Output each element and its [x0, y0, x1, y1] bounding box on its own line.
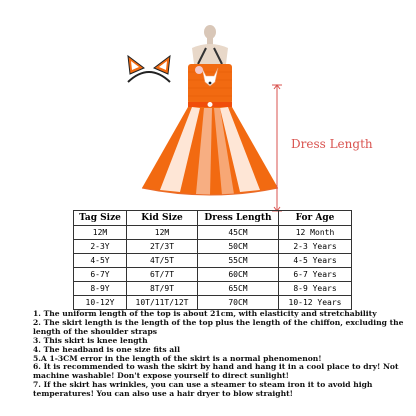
cell-tag-size: 4-5Y	[74, 254, 127, 268]
note-item: 3. This skirt is knee length	[33, 335, 148, 345]
note-item: 4. The headband is one size fits all	[33, 344, 180, 354]
dress-length-label: Dress Length	[291, 137, 373, 151]
cell-for-age: 6-7 Years	[279, 268, 352, 282]
cell-for-age: 8-9 Years	[279, 282, 352, 296]
cell-kid-size: 8T/9T	[127, 282, 198, 296]
cell-dress-length: 65CM	[198, 282, 279, 296]
cell-dress-length: 60CM	[198, 268, 279, 282]
header-tag-size: Tag Size	[74, 211, 127, 226]
cell-kid-size: 6T/7T	[127, 268, 198, 282]
header-for-age: For Age	[279, 211, 352, 226]
note-item: 1. The uniform length of the top is about 21cm, with elasticity and stretchability	[33, 309, 377, 318]
cell-kid-size: 12M	[127, 226, 198, 240]
cell-tag-size: 6-7Y	[74, 268, 127, 282]
table-row	[74, 268, 352, 282]
size-chart-table	[73, 210, 352, 310]
table-row	[74, 254, 352, 268]
table-row	[74, 226, 352, 240]
cell-tag-size: 10-12Y	[74, 296, 127, 310]
note-item: 6. It is recommended to wash the skirt by hand and hang it in a cool place to dry! Not machine washable! Don't expose yourself to direct sunlight!	[33, 362, 399, 381]
cell-dress-length: 70CM	[198, 296, 279, 310]
header-kid-size: Kid Size	[127, 211, 198, 226]
cell-tag-size: 8-9Y	[74, 282, 127, 296]
cell-dress-length: 45CM	[198, 226, 279, 240]
note-item: 7. If the skirt has wrinkles, you can use a steamer to steam iron it to avoid high temperatures! You can also use a hair dryer to blow straight!	[33, 380, 373, 399]
cell-dress-length: 50CM	[198, 240, 279, 254]
dress-length-indicator	[270, 84, 284, 212]
table-row	[74, 240, 352, 254]
cell-tag-size: 12M	[74, 226, 127, 240]
note-item: 2. The skirt length is the length of the top plus the length of the chiffon, excluding the length of the shoulder straps	[33, 317, 404, 336]
cell-for-age: 12 Month	[279, 226, 352, 240]
note-item: 5.A 1-3CM error in the length of the skirt is a normal phenomenon!	[33, 353, 322, 363]
header-dress-length: Dress Length	[198, 211, 279, 226]
table-row	[74, 296, 352, 310]
cell-kid-size: 10T/11T/12T	[127, 296, 198, 310]
cell-for-age: 4-5 Years	[279, 254, 352, 268]
table-row	[74, 282, 352, 296]
cell-kid-size: 4T/5T	[127, 254, 198, 268]
cell-kid-size: 2T/3T	[127, 240, 198, 254]
cell-for-age: 10-12 Years	[279, 296, 352, 310]
product-notes	[33, 310, 413, 399]
cell-dress-length: 55CM	[198, 254, 279, 268]
cell-tag-size: 2-3Y	[74, 240, 127, 254]
table-header-row	[74, 211, 352, 226]
cell-for-age: 2-3 Years	[279, 240, 352, 254]
